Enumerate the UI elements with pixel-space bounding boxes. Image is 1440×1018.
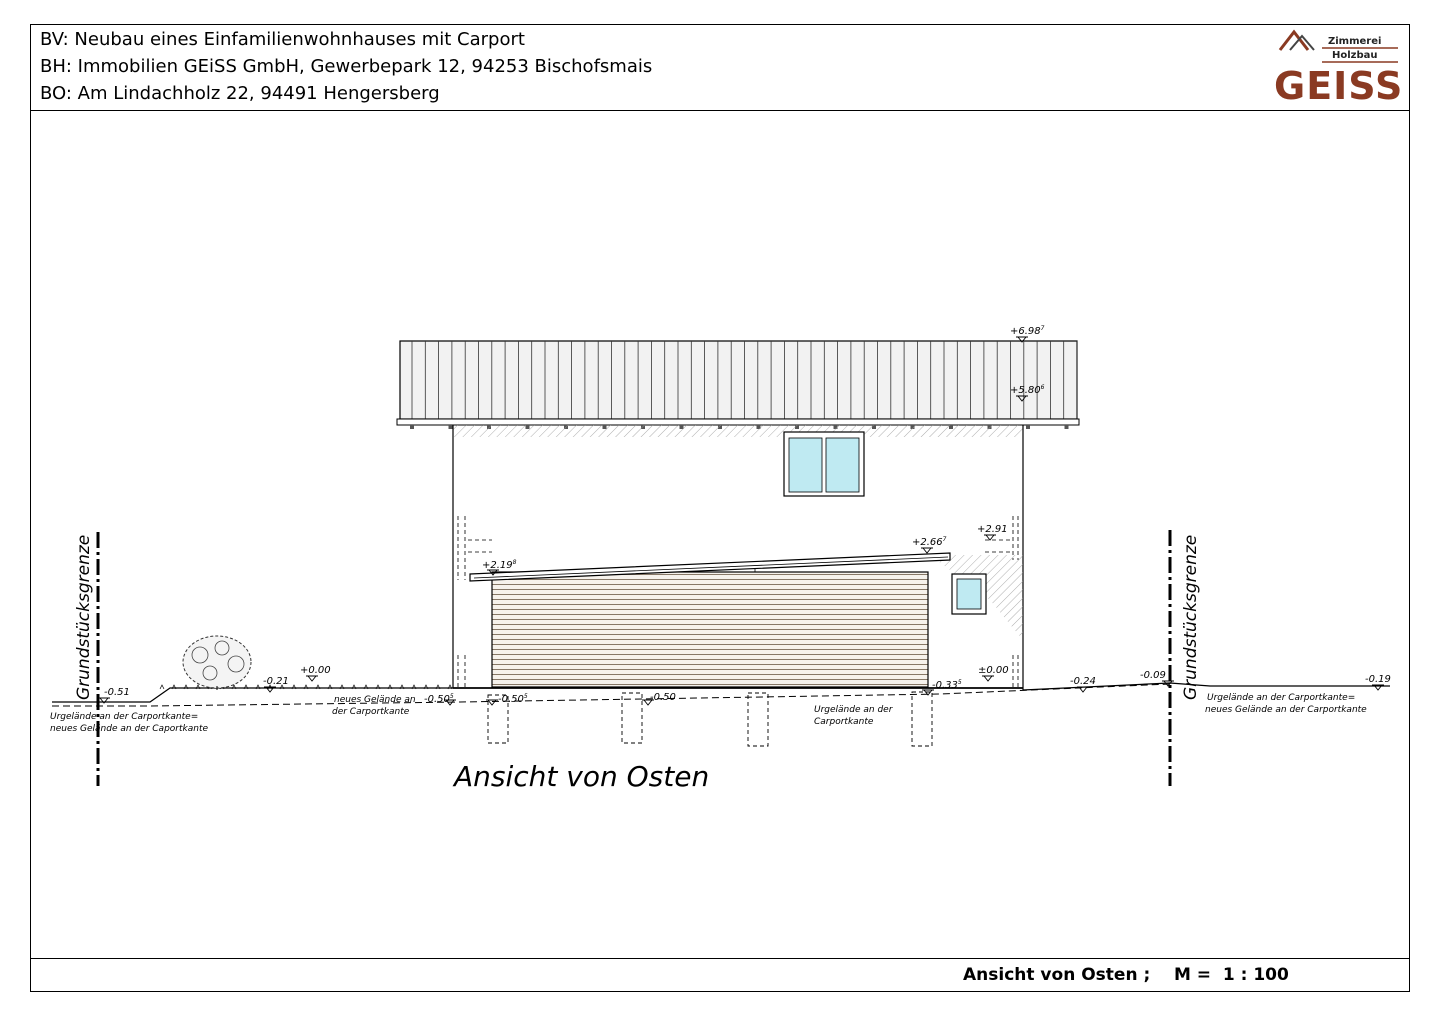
footer-scale-label: M = [1173, 965, 1212, 985]
label-ground-under-2: -0.50 [650, 692, 676, 703]
label-ground-boundary-right: -0.09 [1140, 670, 1166, 681]
view-title: Ansicht von Osten [454, 760, 710, 793]
rafter-end [1065, 425, 1069, 429]
note-right-mid-2: Carportkante [814, 717, 874, 727]
elevation-marker [982, 676, 994, 681]
roof [397, 341, 1079, 429]
note-right-mid-1: Urgelände an der [814, 705, 893, 715]
boundary-left-label: Grundstücksgrenze [74, 534, 94, 700]
footer-title [963, 964, 1289, 986]
label-ground-carport-left: -0.50$^5$ [424, 693, 454, 705]
label-zero-right: ±0.00 [978, 665, 1009, 676]
eaves-shadow [453, 425, 1023, 437]
shrub-icon [183, 636, 251, 690]
label-ground-far-left: -0.51 [104, 687, 130, 698]
boundary-right [1170, 530, 1201, 786]
label-ground-under-1: -0.50$^5$ [498, 693, 528, 705]
label-carport-high: $+2.66^7$ [912, 536, 947, 548]
roof-panel [400, 341, 1077, 419]
label-carport-low: $+2.19^8$ [482, 559, 517, 571]
carport [470, 553, 950, 687]
note-left-1: Urgelände an der Carportkante= [50, 712, 199, 722]
carport-cladding [492, 572, 928, 687]
label-wall-right: +2.91 [977, 524, 1008, 535]
logo-holzbau: Holzbau [1332, 50, 1378, 61]
elevation-marker [306, 676, 318, 681]
label-ground-carport-right: -0.33$^5$ [932, 679, 962, 691]
label-ground-right: -0.24 [1070, 676, 1096, 687]
note-left-2: neues Gelände an der Caportkante [50, 724, 209, 734]
grass-tuft [160, 685, 164, 689]
logo-zimmerei: Zimmerei [1328, 36, 1382, 47]
upper-window [784, 432, 864, 496]
roof-fascia [397, 419, 1079, 425]
elevation-marker [921, 548, 933, 553]
project-line: BV: Neubau eines Einfamilienwohnhauses mit Carport [40, 29, 525, 50]
label-ridge: $+6.98^7$ [1010, 325, 1045, 337]
logo-wordmark: GEISS [1274, 64, 1404, 108]
boundary-right-label: Grundstücksgrenze [1181, 534, 1201, 700]
label-zero-left: +0.00 [300, 665, 331, 676]
elevation-marker [984, 535, 996, 540]
note-mid-1: neues Gelände an [334, 695, 416, 705]
note-far-right-1: Urgelände an der Carportkante= [1207, 693, 1356, 703]
label-eaves: $+5.80^6$ [1010, 384, 1045, 396]
note-far-right-2: neues Gelände an der Carportkante [1205, 705, 1367, 715]
footer-view: Ansicht von Osten ; [963, 965, 1151, 985]
boundary-left [74, 532, 98, 786]
rafter-end [449, 425, 453, 429]
client-line: BH: Immobilien GEiSS GmbH, Gewerbepark 12, 94253 Bischofsmais [40, 56, 653, 77]
label-ground-far-right: -0.19 [1365, 674, 1391, 685]
note-mid-2: der Carportkante [332, 707, 410, 717]
footer-scale-value: 1 : 100 [1222, 965, 1289, 985]
label-ground-left: -0.21 [263, 676, 289, 687]
rafter-end [1026, 425, 1030, 429]
rafter-end [410, 425, 414, 429]
site-line: BO: Am Lindachholz 22, 94491 Hengersberg [40, 83, 440, 104]
